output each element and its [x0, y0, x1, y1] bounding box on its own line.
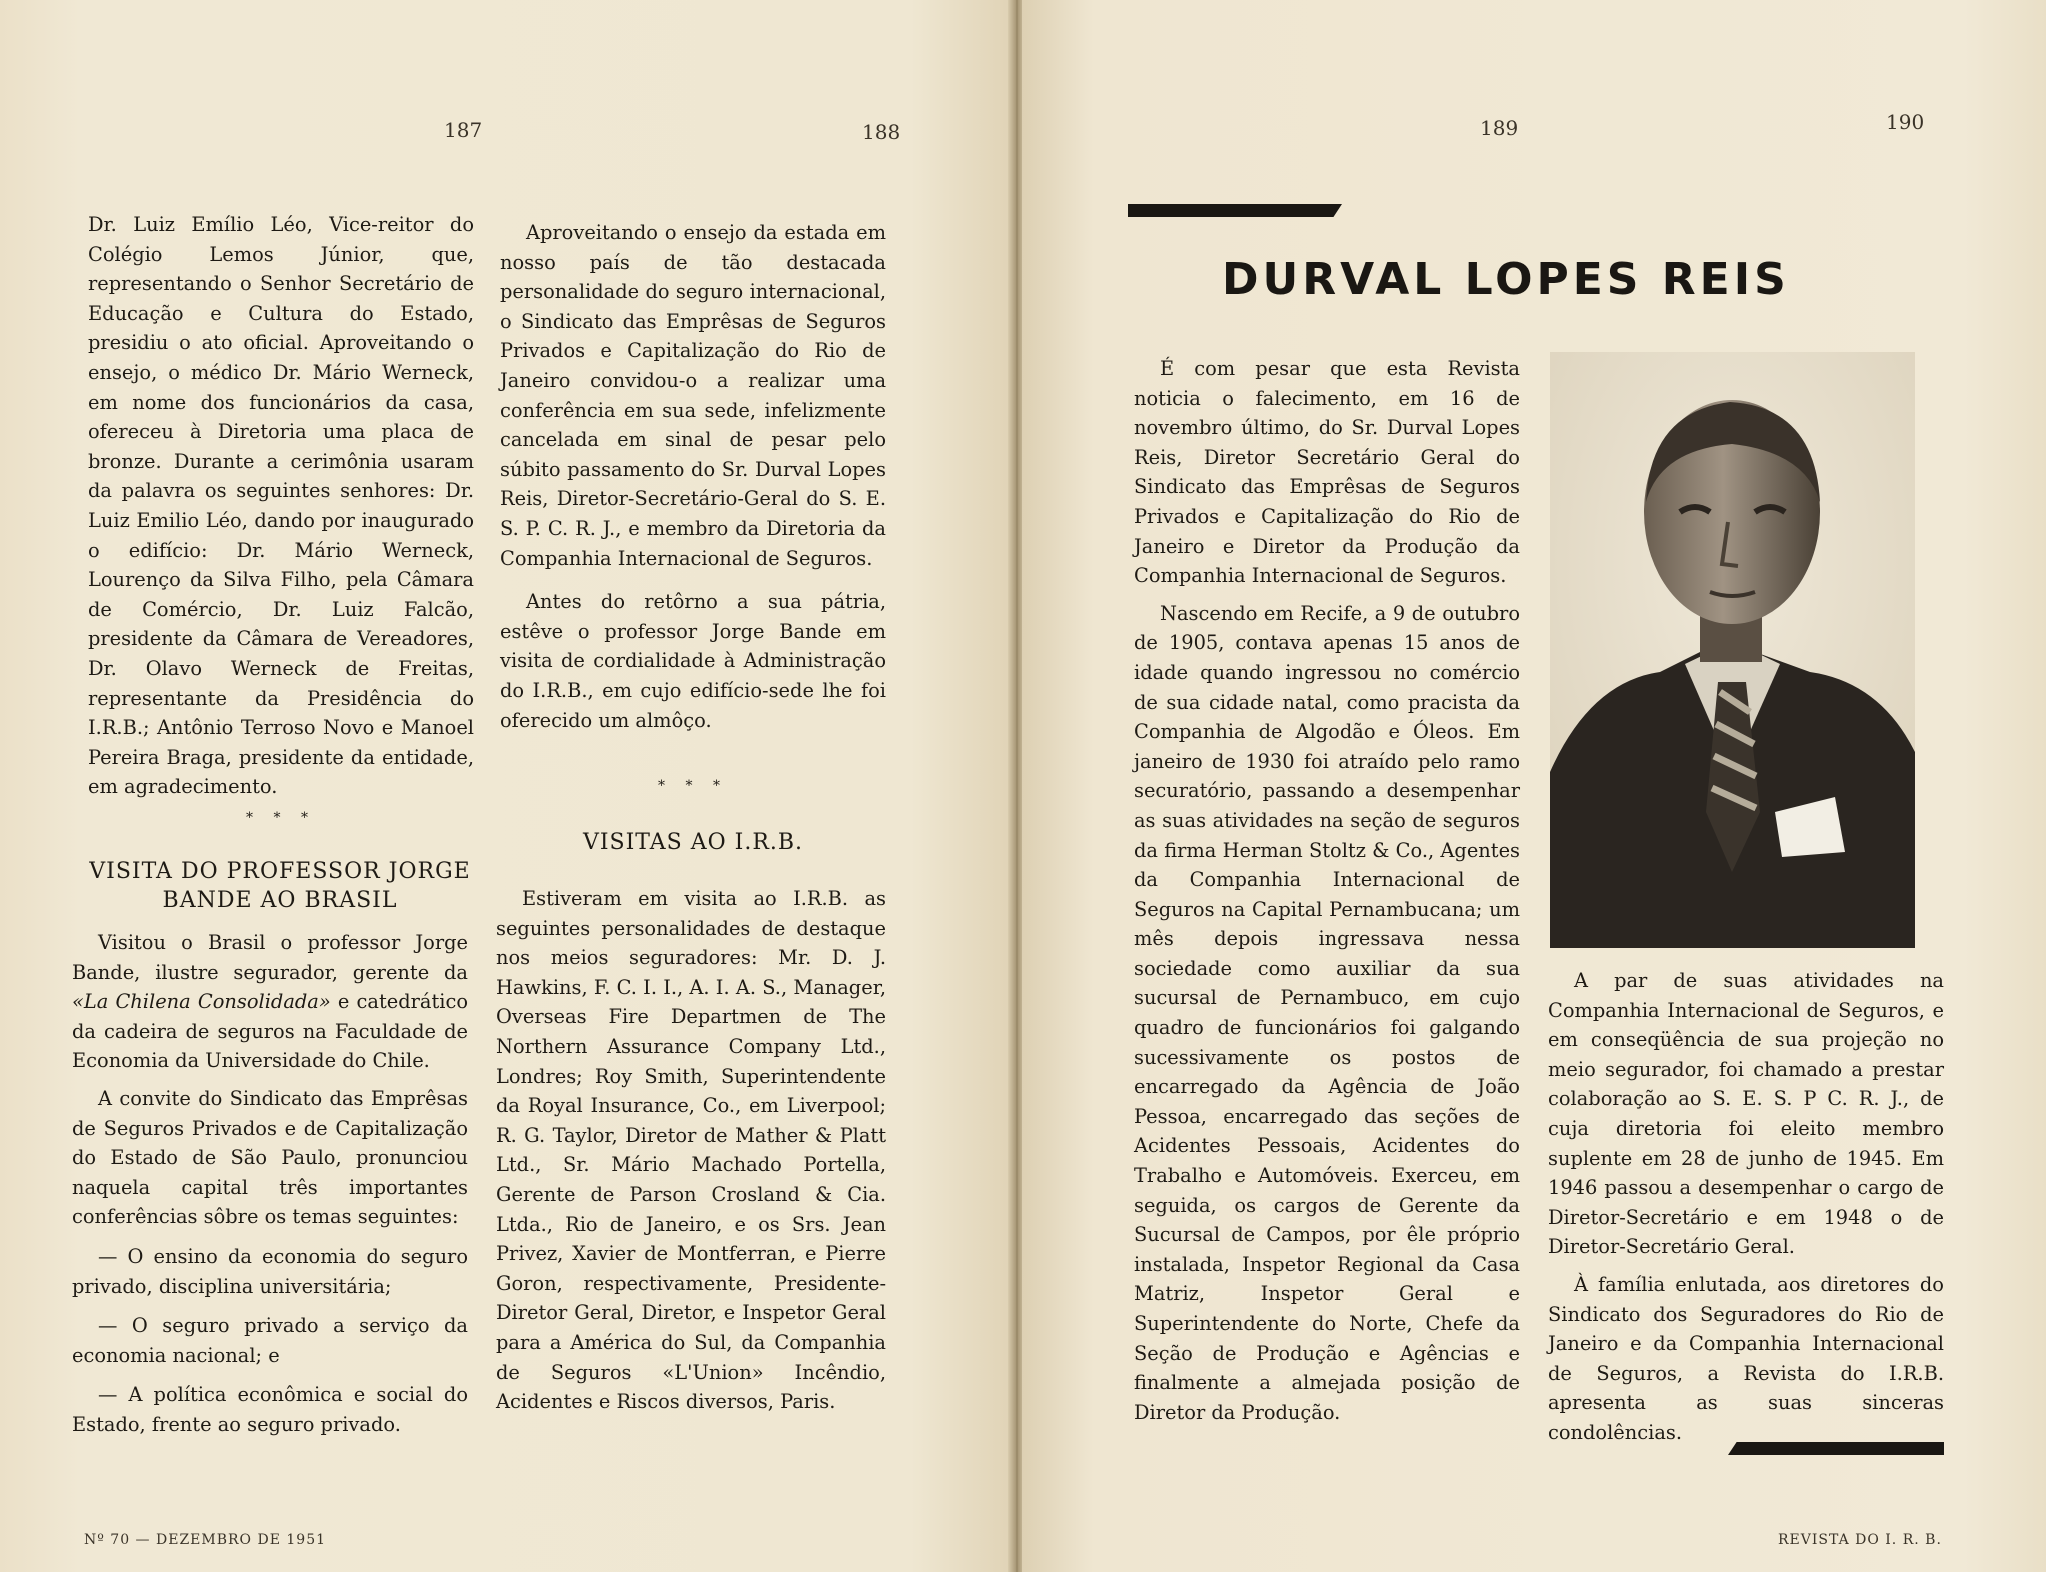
col3-paragraph-1: É com pesar que esta Revista noticia o falecimento, em 16 de novembro último, do Sr. Durval Lopes Reis, Diretor Secretário Geral do Sindicato das Emprêsas de Seguros Privados e Capitalização do Rio de Janeiro e Diretor da Produção da Companhia Internacional de Seguros. [1134, 357, 1520, 588]
column-4 [1548, 966, 1944, 1448]
col4-paragraph-1: A par de suas atividades na Companhia Internacional de Seguros, e em conseqüência de sua projeção no meio segurador, foi chamado a prestar colaboração ao S. E. S. P C. R. J., de cuja diretoria foi eleito membro suplente em 28 de junho de 1945. Em 1946 passou a desempenhar o cargo de Diretor-Secretário e em 1948 o de Diretor-Secretário Geral. [1548, 969, 1944, 1259]
footer-issue: Nº 70 — DEZEMBRO DE 1951 [84, 1532, 327, 1548]
column-2-article [496, 884, 886, 1417]
section-separator-2: * * * [658, 778, 728, 794]
company-name-italic: «La Chilena Consolidada» [72, 990, 331, 1014]
col1-topic-2: — O seguro privado a serviço da economia nacional; e [72, 1314, 468, 1367]
heading-visita-professor: VISITA DO PROFESSOR JORGE BANDE AO BRASIL [89, 859, 471, 913]
page-number-188: 188 [862, 120, 901, 144]
col1-intro-paragraph: Dr. Luiz Emílio Léo, Vice-reitor do Colégio Lemos Júnior, que, representando o Senhor Secretário de Educação e Cultura do Estado, presidiu o ato oficial. Aproveitando o ensejo, o médico Dr. Mário Werneck, em nome dos funcionários da casa, ofereceu à Diretoria uma placa de bronze. Durante a cerimônia usaram da palavra os seguintes senhores: Dr. Luiz Emilio Léo, dando por inaugurado o edifício: Dr. Mário Werneck, Lourenço da Silva Filho, pela Câmara de Comércio, Dr. Luiz Falcão, presidente da Câmara de Vereadores, Dr. Olavo Werneck de Freitas, representante da Presidência do I.R.B.; Antônio Terroso Novo e Manoel Pereira Braga, presidente da entidade, em agradecimento. [88, 213, 474, 799]
page-number-187: 187 [444, 118, 483, 142]
heading-visitas-irb: VISITAS AO I.R.B. [582, 830, 804, 855]
title-bar-bottom [1728, 1442, 1944, 1455]
column-1 [88, 210, 474, 802]
portrait-photo [1550, 352, 1915, 948]
article-title: DURVAL LOPES REIS [1222, 254, 1790, 305]
column-2 [500, 218, 886, 735]
title-bar-top [1128, 204, 1342, 217]
col1-paragraph-1: Visitou o Brasil o professor Jorge Bande, ilustre segurador, gerente da «La Chilena Consolidada» e catedrático da cadeira de seguros na Faculdade de Economia da Universidade do Chile. [72, 931, 469, 1073]
left-page [0, 0, 1012, 1572]
column-3 [1134, 354, 1520, 1427]
portrait-image [1550, 352, 1915, 948]
page-number-190: 190 [1886, 110, 1925, 134]
col2-paragraph-1: Aproveitando o ensejo da estada em nosso país de tão destacada personalidade do seguro internacional, o Sindicato das Emprêsas de Seguros Privados e Capitalização do Rio de Janeiro convidou-o a realizar uma conferência em sua sede, infelizmente cancelada em sinal de pesar pelo súbito passamento do Sr. Durval Lopes Reis, Diretor-Secretário-Geral do S. E. S. P. C. R. J., e membro da Diretoria da Companhia Internacional de Seguros. [500, 221, 886, 570]
col2-paragraph-2: Antes do retôrno a sua pátria, estêve o professor Jorge Bande em visita de cordialidade à Administração do I.R.B., em cujo edifício-sede lhe foi oferecido um almôço. [500, 590, 886, 732]
page-number-189: 189 [1480, 116, 1519, 140]
col1-topic-3: — A política econômica e social do Estado, frente ao seguro privado. [72, 1383, 468, 1436]
section-separator-1: * * * [246, 810, 316, 826]
col1-topic-1: — O ensino da economia do seguro privado, disciplina universitária; [72, 1244, 468, 1298]
column-1-article [72, 928, 468, 1440]
col4-paragraph-2: À família enlutada, aos diretores do Sindicato dos Seguradores do Rio de Janeiro e da Companhia Internacional de Seguros, a Revista do I.R.B. apresenta as suas sinceras condolências. [1548, 1272, 1944, 1444]
col1-paragraph-2: A convite do Sindicato das Emprêsas de Seguros Privados e de Capitalização do Estado de São Paulo, pronunciou naquela capital três importantes conferências sôbre os temas seguintes: [72, 1086, 468, 1229]
footer-magazine: REVISTA DO I. R. B. [1778, 1532, 1942, 1548]
col3-paragraph-2: Nascendo em Recife, a 9 de outubro de 1905, contava apenas 15 anos de idade quando ingressou no comércio de sua cidade natal, como pracista da Companhia de Algodão e Óleos. Em janeiro de 1930 foi atraído pelo ramo securatório, passando a desempenhar as suas atividades na seção de seguros da firma Herman Stoltz & Co., Agentes da Companhia Internacional de Seguros na Capital Pernambucana; um mês depois ingressava nessa sociedade como auxiliar da sua sucursal de Pernambuco, em cujo quadro de funcionários foi galgando sucessivamente os postos de encarregado da Agência de João Pessoa, encarregado das seções de Acidentes Pessoais, Acidentes do Trabalho e Automóveis. Exerceu, em seguida, os cargos de Gerente da Sucursal de Campos, por êle próprio instalada, Inspetor Regional da Casa Matriz, Inspetor Geral e Superintendente do Norte, Chefe da Seção de Produção e Agências e finalmente a almejada posição de Diretor da Produção. [1134, 601, 1520, 1424]
col2-paragraph-3: Estiveram em visita ao I.R.B. as seguintes personalidades de destaque nos meios seguradores: Mr. D. J. Hawkins, F. C. I. I., A. I. A. S., Manager, Overseas Fire Departmen de The Northern Assurance Company Ltd., Londres; Roy Smith, Superintendente da Royal Insurance, Co., em Liverpool; R. G. Taylor, Diretor de Mather & Platt Ltd., Sr. Mário Machado Portella, Gerente de Parson Crosland & Cia. Ltda., Rio de Janeiro, e os Srs. Jean Privez, Xavier de Montferran, e Pierre Goron, respectivamente, Presidente-Diretor Geral, Diretor, e Inspetor Geral para a América do Sul, da Companhia de Seguros «L'Union» Incêndio, Acidentes e Riscos diversos, Paris. [496, 887, 886, 1414]
